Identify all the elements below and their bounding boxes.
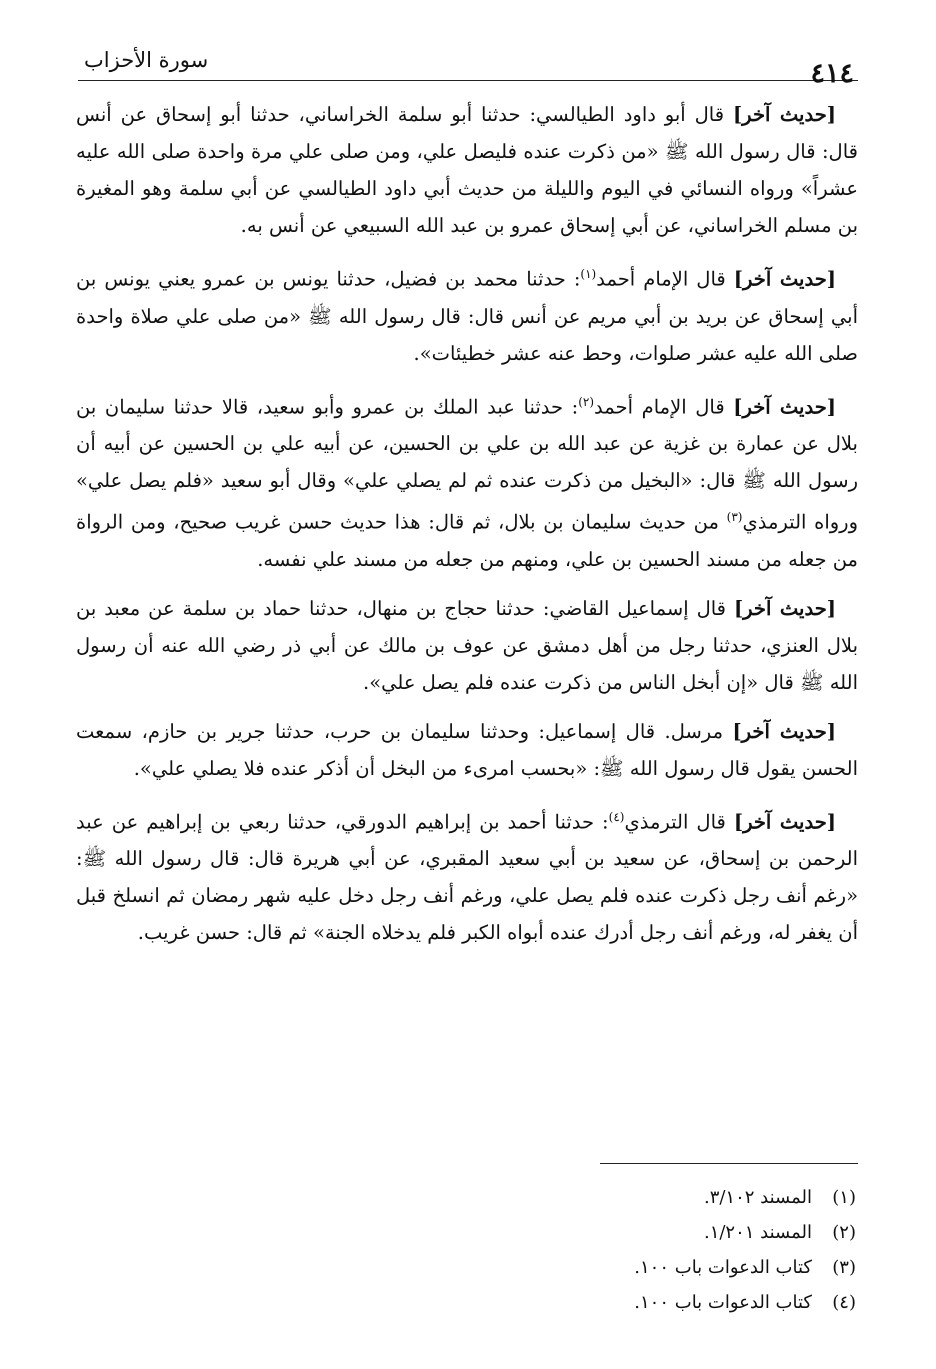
page-header — [78, 44, 858, 89]
hadith-lead: [حديث آخر] — [733, 267, 836, 291]
footnote-text: المسند ١/٢٠١. — [703, 1222, 812, 1243]
hadith-text: قال أبو داود الطيالسي: حدثنا أبو سلمة الخراساني، حدثنا أبو إسحاق عن أنس قال: قال رسول الله ﷺ «من ذكرت عنده فليصل علي، ومن صلى علي مرة واحدة صلى الله عليه عشراً» ورواه النسائي في اليوم والليلة من حديث أبي داود الطيالسي عن أبي سلمة وهو المغيرة بن مسلم الخراساني، عن أبي إسحاق عمرو بن عبد الله السبيعي عن أنس به. — [76, 103, 858, 237]
hadith-text: : حدثنا أحمد بن إبراهيم الدورقي، حدثنا ربعي بن إبراهيم عن عبد الرحمن بن إسحاق، عن سعيد بن أبي سعيد المقبري، عن أبي هريرة قال: قال رسول الله ﷺ: «رغم أنف رجل ذكرت عنده فلم يصل علي، ورغم أنف رجل دخل عليه شهر رمضان ثم انسلخ قبل أن يغفر له، ورغم أنف رجل أدرك عنده أبواه الكبر فلم يدخلاه الجنة» ثم قال: حسن غريب. — [76, 810, 858, 944]
hadith-text: مرسل. قال إسماعيل: وحدثنا سليمان بن حرب، حدثنا جرير بن حازم، سمعت الحسن يقول قال رسول الله ﷺ: «بحسب امرىء من البخل أن أذكر عنده فلا يصلي علي». — [76, 719, 858, 780]
footnote-number: (٤) — [832, 1292, 856, 1313]
hadith-lead: [حديث آخر] — [733, 395, 836, 418]
hadith-lead: [حديث آخر] — [733, 596, 837, 620]
hadith-text: قال إسماعيل القاضي: حدثنا حجاج بن منهال، حدثنا حماد بن سلمة عن معبد بن بلال العنزي، حدثنا رجل من أهل دمشق عن عوف بن مالك عن أبي ذر رضي الله عنه أن رسول الله ﷺ قال «إن أبخل الناس من ذكرت عنده فلم يصل علي». — [76, 596, 858, 694]
footnote-text: كتاب الدعوات باب ١٠٠. — [634, 1257, 812, 1278]
hadith-paragraph — [76, 713, 858, 787]
footnotes — [456, 1180, 856, 1320]
hadith-text: من حديث سليمان بن بلال، ثم قال: هذا حديث حسن غريب صحيح، ومن الرواة من جعله من مسند الحسين بن علي، ومنهم من جعله من مسند علي نفسه. — [76, 510, 858, 571]
hadith-paragraph — [76, 384, 858, 578]
hadith-text: قال الإمام أحمد — [594, 395, 734, 418]
footnote-ref: (٤) — [608, 809, 625, 824]
footnote-text: كتاب الدعوات باب ١٠٠. — [634, 1292, 812, 1313]
hadith-lead: [حديث آخر] — [733, 810, 836, 833]
page-number: ٤١٤ — [810, 58, 854, 89]
surah-title: سورة الأحزاب — [84, 48, 209, 72]
hadith-text: قال الإمام أحمد — [596, 267, 734, 291]
main-text — [76, 96, 858, 963]
footnote-text: المسند ٣/١٠٢. — [703, 1187, 812, 1208]
hadith-paragraph — [76, 96, 858, 244]
hadith-paragraph — [76, 256, 858, 372]
footnote — [456, 1180, 856, 1215]
hadith-lead: [حديث آخر] — [732, 719, 836, 743]
footnote-ref: (٣) — [726, 510, 743, 524]
hadith-paragraph — [76, 799, 858, 952]
footnote-number: (٢) — [832, 1222, 856, 1243]
hadith-text: قال الترمذي — [624, 810, 734, 833]
footnote — [456, 1285, 856, 1320]
footnote-number: (١) — [832, 1187, 856, 1208]
footnote-divider — [600, 1163, 858, 1164]
hadith-paragraph — [76, 590, 858, 701]
footnote-ref: (٢) — [578, 394, 595, 409]
footnote-ref: (١) — [580, 267, 597, 281]
hadith-text: : حدثنا محمد بن فضيل، حدثنا يونس بن عمرو يعني يونس بن أبي إسحاق عن بريد بن أبي مريم عن أنس قال: قال رسول الله ﷺ «من صلى علي صلاة واحدة صلى الله عليه عشر صلوات، وحط عنه عشر خطيئات». — [76, 267, 858, 365]
hadith-lead: [حديث آخر] — [732, 103, 836, 126]
footnote — [456, 1215, 856, 1250]
footnote — [456, 1250, 856, 1285]
hadith-text: : حدثنا عبد الملك بن عمرو وأبو سعيد، قالا حدثنا سليمان بن بلال عن عمارة بن غزية عن عبد الله بن علي بن الحسين، عن أبيه علي بن الحسين عن أبيه أن رسول الله ﷺ قال: «البخيل من ذكرت عنده ثم لم يصلي علي» وقال أبو سعيد «فلم يصل علي» ورواه الترمذي — [76, 395, 859, 534]
footnote-number: (٣) — [832, 1257, 856, 1278]
